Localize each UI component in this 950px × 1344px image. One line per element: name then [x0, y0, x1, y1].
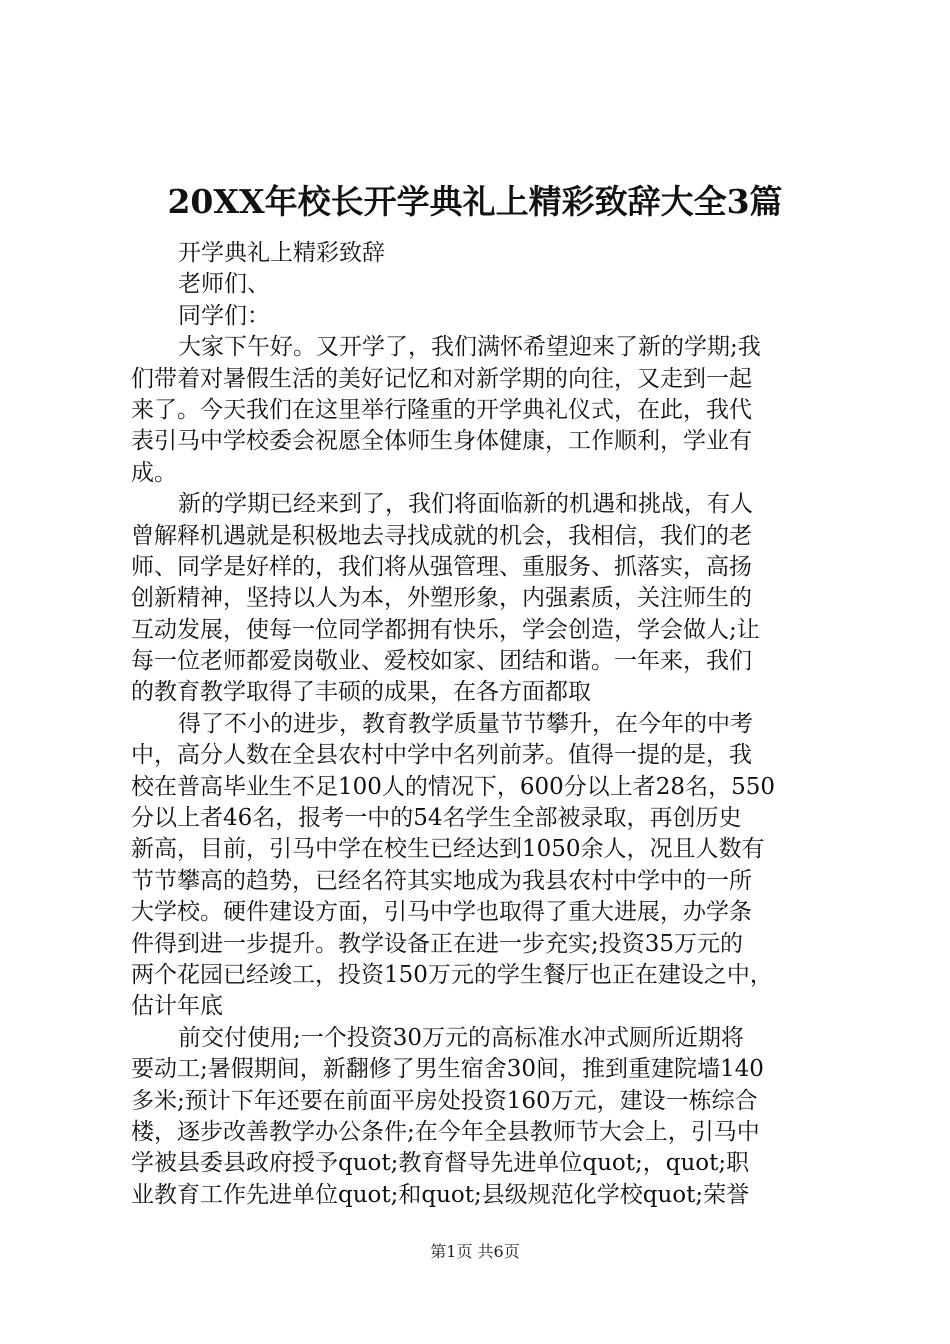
text-line: 来了。今天我们在这里举行隆重的开学典礼仪式，在此，我代 — [131, 396, 752, 423]
text-line: 两个花园已经竣工，投资150万元的学生餐厅也正在建设之中， — [131, 961, 773, 988]
text-line: 楼，逐步改善教学办公条件;在今年全县教师节大会上，引马中 — [131, 1118, 760, 1145]
text-line: 师、同学是好样的，我们将从强管理、重服务、抓落实，高扬 — [131, 553, 752, 580]
text-line: 互动发展，使每一位同学都拥有快乐，学会创造，学会做人;让 — [131, 616, 760, 643]
text-line: 每一位老师都爱岗敬业、爱校如家、团结和谐。一年来，我们 — [131, 648, 752, 675]
text-line: 创新精神，坚持以人为本，外塑形象，内强素质，关注师生的 — [131, 585, 752, 612]
text-line: 业教育工作先进单位quot;和quot;县级规范化学校quot;荣誉 — [131, 1181, 750, 1208]
text-line: 表引马中学校委会祝愿全体师生身体健康，工作顺利，学业有 — [131, 428, 752, 455]
text-line: 同学们： — [178, 302, 270, 329]
text-line: 开学典礼上精彩致辞 — [178, 240, 385, 266]
text-line: 们带着对暑假生活的美好记忆和对新学期的向往，又走到一起 — [131, 365, 752, 392]
text-line: 估计年底 — [131, 993, 223, 1020]
text-line: 老师们、 — [178, 271, 270, 298]
document-body — [131, 238, 831, 1211]
text-line: 新高，目前，引马中学在校生已经达到1050余人，况且人数有 — [131, 836, 765, 863]
text-line: 分以上者46名，报考一中的54名学生全部被录取，再创历史 — [131, 805, 742, 832]
text-line: 得了不小的进步，教育教学质量节节攀升，在今年的中考 — [178, 710, 753, 737]
text-line: 要动工;暑假期间，新翻修了男生宿舍30间，推到重建院墙140 — [131, 1056, 764, 1083]
text-line: 校在普高毕业生不足100人的情况下，600分以上者28名，550 — [131, 773, 775, 800]
page-footer: 第1页 共6页 — [430, 1242, 520, 1261]
text-line: 的教育教学取得了丰硕的成果，在各方面都取 — [131, 679, 591, 706]
text-line: 节节攀高的趋势，已经名符其实地成为我县农村中学中的一所 — [131, 867, 752, 894]
text-line: 新的学期已经来到了，我们将面临新的机遇和挑战，有人 — [178, 491, 753, 518]
text-line: 大学校。硬件建设方面，引马中学也取得了重大进展，办学条 — [131, 899, 752, 926]
document-title: 20XX年校长开学典礼上精彩致辞大全3篇 — [167, 182, 783, 221]
text-line: 成。 — [131, 459, 177, 486]
text-line: 前交付使用;一个投资30万元的高标准水冲式厕所近期将 — [178, 1024, 745, 1051]
text-line: 中，高分人数在全县农村中学中名列前茅。值得一提的是，我 — [131, 742, 752, 769]
text-line: 件得到进一步提升。教学设备正在进一步充实;投资35万元的 — [131, 930, 744, 957]
text-line: 大家下午好。又开学了，我们满怀希望迎来了新的学期;我 — [178, 334, 761, 361]
text-line: 多米;预计下年还要在前面平房处投资160万元，建设一栋综合 — [131, 1087, 758, 1114]
text-line: 学被县委县政府授予quot;教育督导先进单位quot;，quot;职 — [131, 1150, 750, 1177]
text-line: 曾解释机遇就是积极地去寻找成就的机会，我相信，我们的老 — [131, 522, 752, 549]
